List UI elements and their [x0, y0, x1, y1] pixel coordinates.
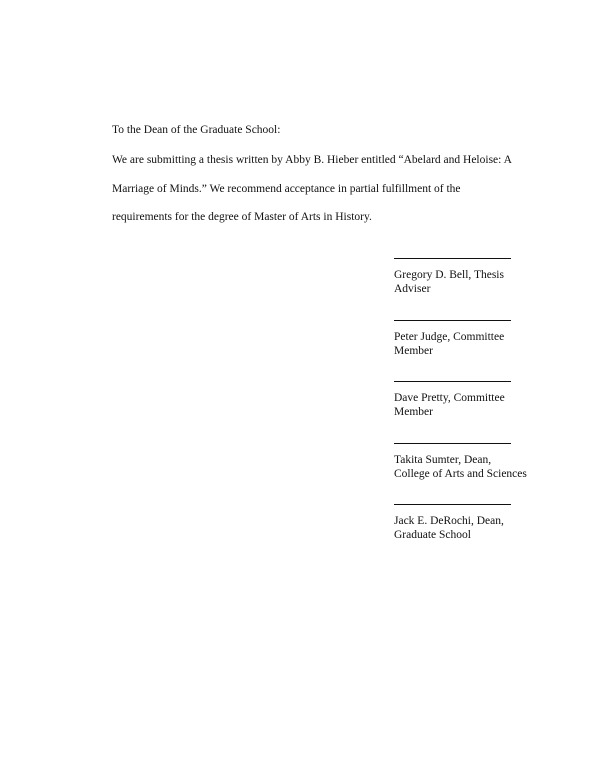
signature-line [394, 504, 511, 505]
signature-line [394, 381, 511, 382]
signatory-name-line: Jack E. DeRochi, Dean, [394, 515, 504, 527]
body-line: requirements for the degree of Master of Arts in History. [112, 211, 372, 223]
signature-line [394, 320, 511, 321]
signature-block-adviser [394, 258, 554, 320]
body-line: We are submitting a thesis written by Abby B. Hieber entitled “Abelard and Heloise: A [112, 154, 512, 166]
signature-block-dean-arts [394, 443, 554, 505]
signatory-name [394, 391, 544, 419]
signatory-name-line: Dave Pretty, Committee [394, 392, 505, 404]
signature-block-committee-2 [394, 381, 554, 443]
letter-body [112, 153, 552, 239]
signatory-title-line: Member [394, 344, 433, 357]
signature-list [394, 258, 554, 566]
signatory-name [394, 268, 544, 296]
signatory-name-line: Peter Judge, Committee [394, 330, 505, 343]
signatory-name [394, 330, 544, 358]
signature-block-dean-graduate [394, 504, 554, 566]
signatory-title-line: College of Arts and Sciences [394, 467, 527, 480]
signature-block-committee-1 [394, 320, 554, 382]
signature-line [394, 258, 511, 259]
signatory-name [394, 514, 544, 542]
signatory-name [394, 453, 544, 481]
body-line: Marriage of Minds.” We recommend acceptance in partial fulfillment of the [112, 182, 461, 195]
signatory-name-line: Takita Sumter, Dean, [394, 453, 492, 466]
signature-line [394, 443, 511, 444]
signatory-title-line: Member [394, 406, 433, 418]
signatory-name-line: Gregory D. Bell, Thesis [394, 269, 504, 281]
signatory-title-line: Graduate School [394, 529, 471, 541]
salutation: To the Dean of the Graduate School: [112, 124, 281, 136]
signatory-title-line: Adviser [394, 283, 431, 295]
